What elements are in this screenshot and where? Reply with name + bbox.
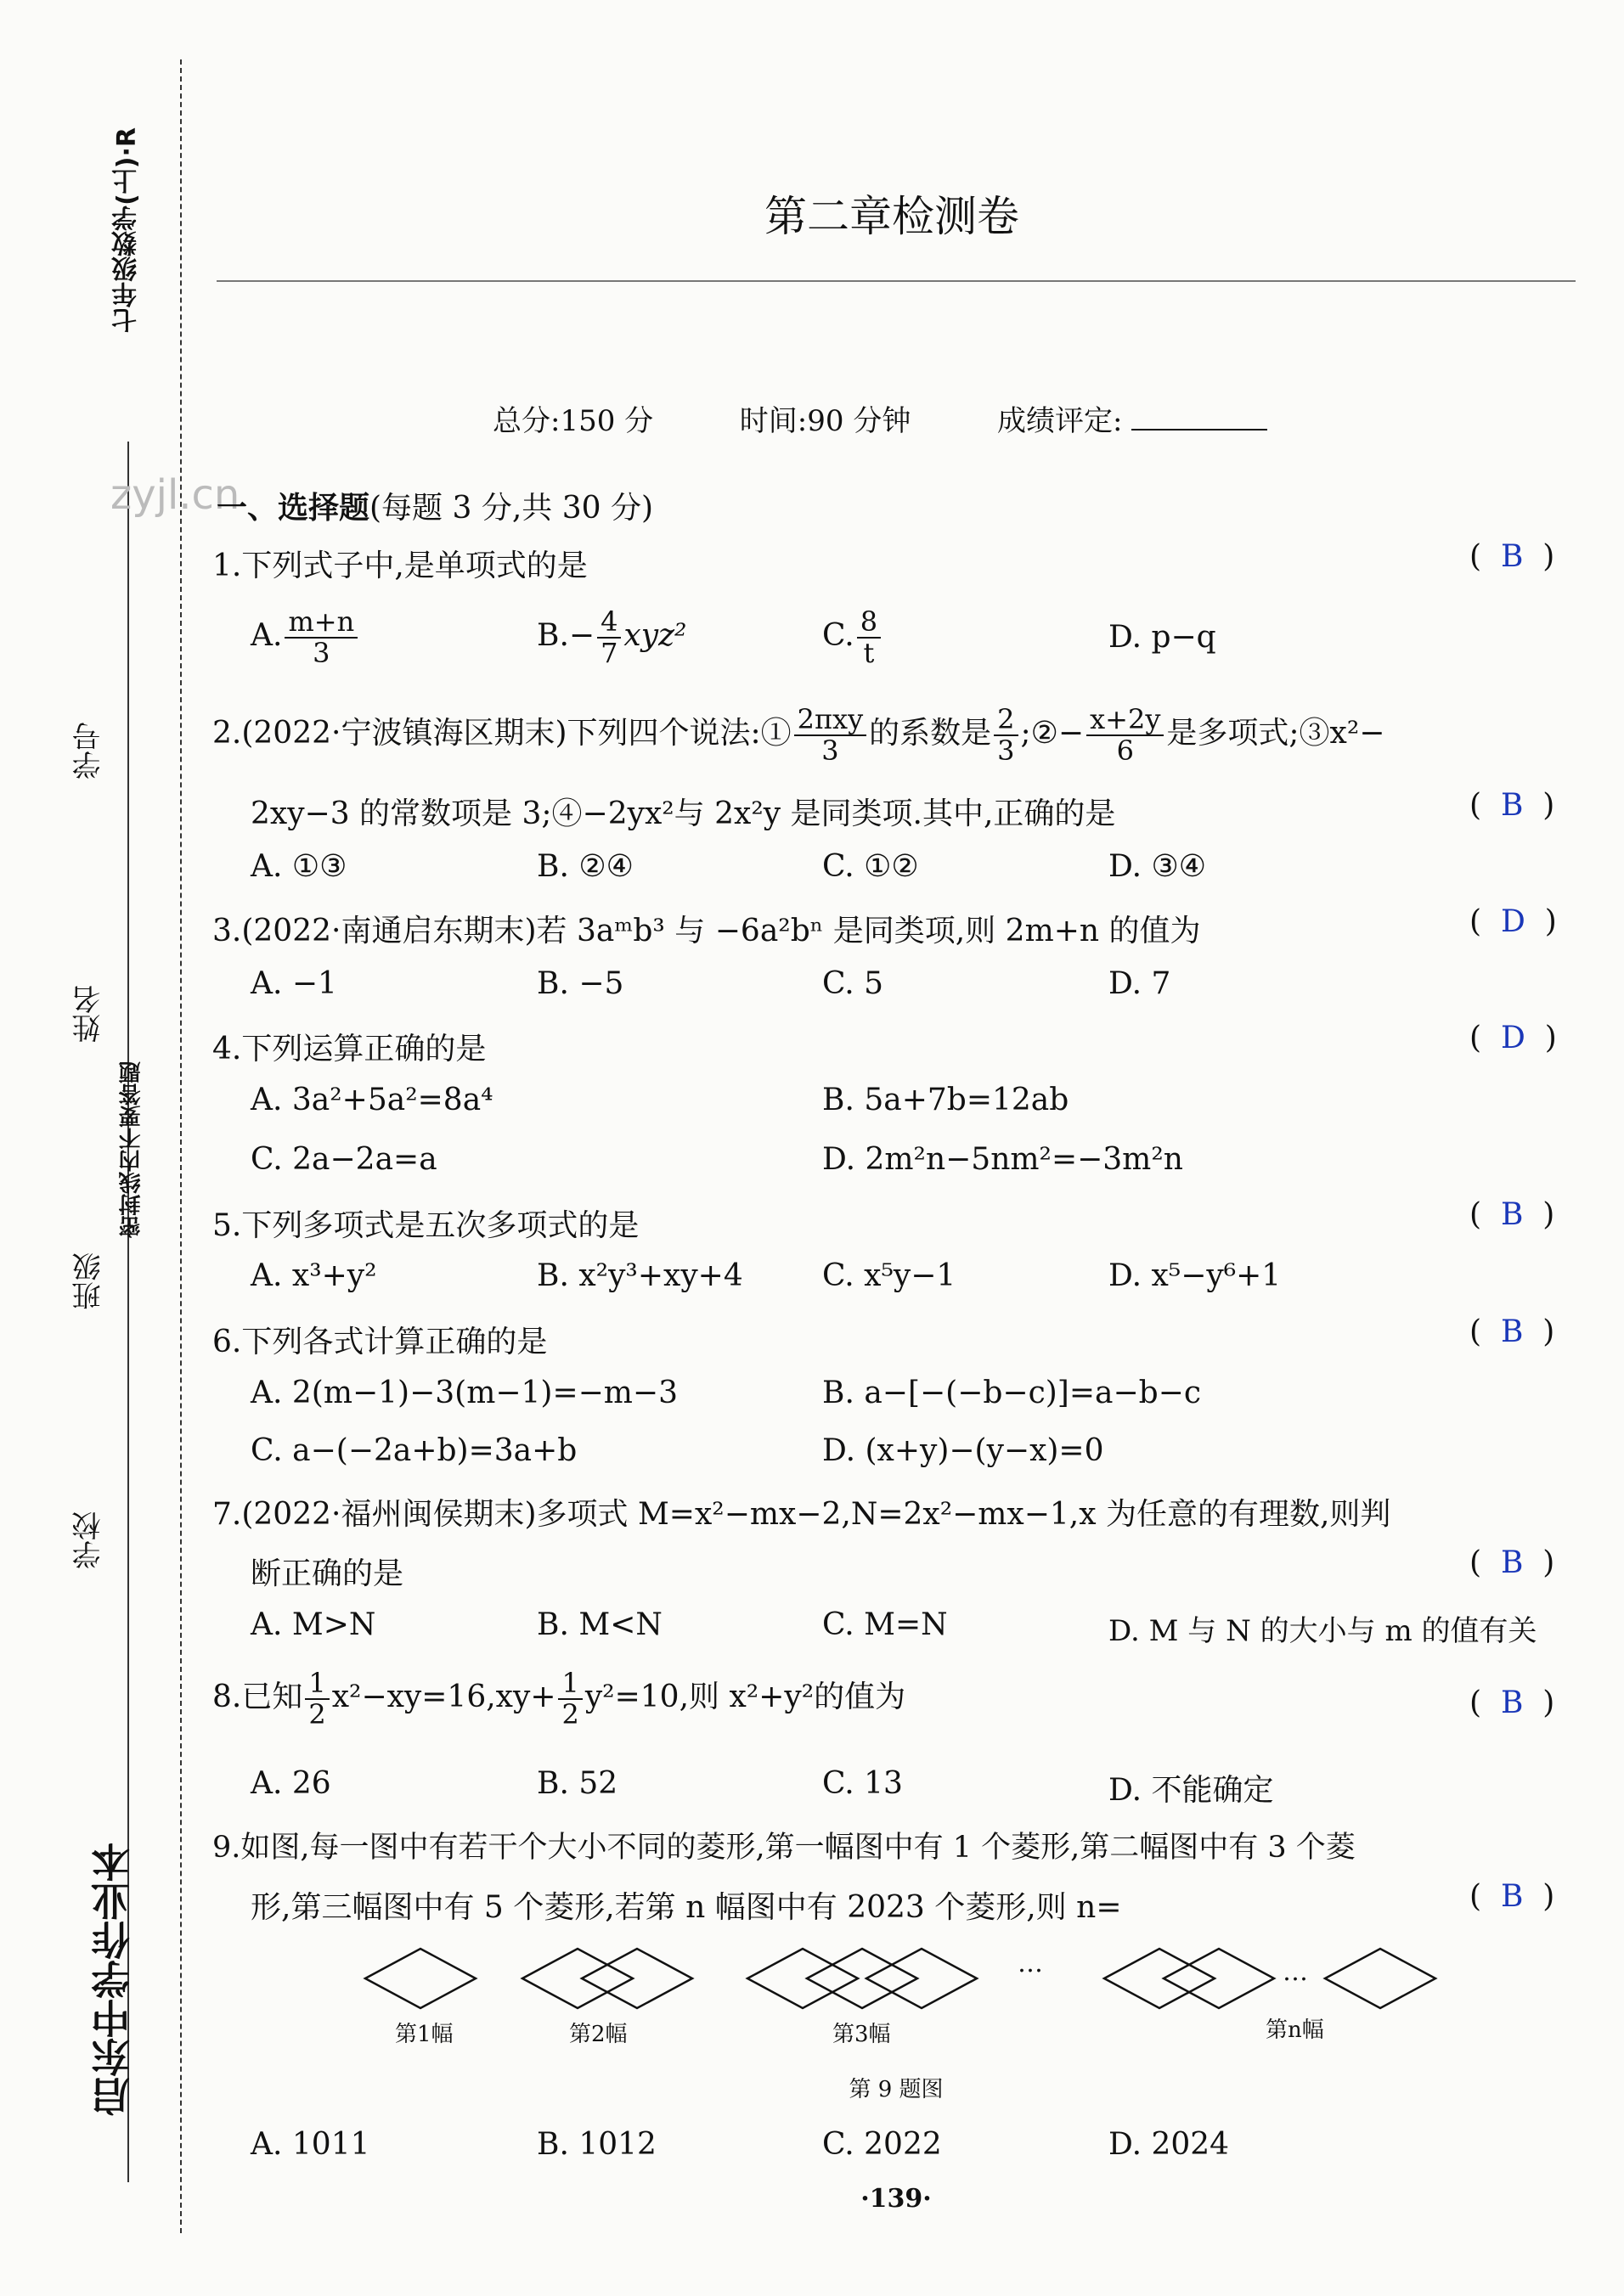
q6-option-b: B. a−[−(−b−c)]=a−b−c bbox=[822, 1376, 1202, 1410]
q4-option-c: C. 2a−2a=a bbox=[251, 1142, 437, 1177]
q9-caption: 第 9 题图 bbox=[849, 2077, 944, 2102]
q9-line2: 形,第三幅图中有 5 个菱形,若第 n 幅图中有 2023 个菱形,则 n= bbox=[251, 1890, 1122, 1925]
publisher-label: 启东中学作业本 bbox=[90, 1843, 136, 2116]
q7-option-b: B. M<N bbox=[537, 1607, 663, 1642]
q2-answer-bracket: ( B ) bbox=[1469, 788, 1555, 823]
q5-stem: 5.下列多项式是五次多项式的是 bbox=[212, 1208, 640, 1243]
q2-option-b: B. ②④ bbox=[537, 849, 634, 884]
q1-option-b: B.− $\frac{4}{7}$ xyz² bbox=[537, 605, 687, 670]
section-heading bbox=[217, 484, 653, 527]
q7-option-d: D. M 与 N 的大小与 m 的值有关 bbox=[1108, 1614, 1537, 1648]
q2-line2: 2xy−3 的常数项是 3;④−2yx²与 2x²y 是同类项.其中,正确的是 bbox=[251, 796, 1116, 831]
binding-line bbox=[180, 59, 182, 2233]
q4-answer: D bbox=[1500, 1021, 1525, 1055]
q3-option-a: A. −1 bbox=[251, 966, 337, 1001]
book-label: 七年级数学(上)·R bbox=[112, 127, 142, 333]
q4-option-a: A. 3a²+5a²=8a⁴ bbox=[251, 1083, 493, 1117]
q9-fig1-label: 第1幅 bbox=[395, 2022, 454, 2047]
q8-option-b: B. 52 bbox=[537, 1766, 618, 1801]
q7-option-c: C. M=N bbox=[822, 1607, 948, 1642]
q3-answer: D bbox=[1500, 904, 1525, 939]
page-number: ·139· bbox=[860, 2184, 932, 2214]
q9-option-c: C. 2022 bbox=[822, 2127, 942, 2162]
q1-option-d: D. p−q bbox=[1108, 620, 1216, 655]
q9-option-b: B. 1012 bbox=[537, 2127, 657, 2162]
q9-stem: 9.如图,每一图中有若干个大小不同的菱形,第一幅图中有 1 个菱形,第二幅图中有 3 个菱 bbox=[212, 1831, 1356, 1865]
q9-fig2-label: 第2幅 bbox=[569, 2022, 628, 2047]
q7-line2: 断正确的是 bbox=[251, 1556, 404, 1591]
class-label: 班级 bbox=[72, 1252, 106, 1310]
q8-option-d: D. 不能确定 bbox=[1108, 1773, 1274, 1808]
q1-stem: 1.下列式子中,是单项式的是 bbox=[212, 549, 588, 583]
q6-stem: 6.下列各式计算正确的是 bbox=[212, 1325, 548, 1359]
q9-fign-label: 第n幅 bbox=[1266, 2017, 1324, 2043]
q5-option-d: D. x⁵−y⁶+1 bbox=[1108, 1258, 1282, 1293]
score-line bbox=[493, 397, 1267, 439]
rhombus bbox=[1164, 1949, 1274, 2008]
grade-blank[interactable] bbox=[1131, 429, 1267, 430]
q3-option-b: B. −5 bbox=[537, 966, 624, 1001]
q2-option-c: C. ①② bbox=[822, 849, 919, 884]
q8-answer: B bbox=[1500, 1685, 1524, 1720]
q9-answer-bracket: ( B ) bbox=[1469, 1879, 1555, 1914]
q4-option-b: B. 5a+7b=12ab bbox=[822, 1083, 1069, 1117]
id-label: 学号 bbox=[72, 722, 106, 779]
q9-fig3-label: 第3幅 bbox=[832, 2022, 891, 2047]
rhombus bbox=[807, 1949, 917, 2008]
q1-answer: B bbox=[1500, 539, 1524, 574]
rhombus bbox=[522, 1949, 633, 2008]
rhombus bbox=[365, 1949, 476, 2008]
q5-option-b: B. x²y³+xy+4 bbox=[537, 1258, 743, 1293]
q9-option-a: A. 1011 bbox=[251, 2127, 370, 2162]
q2-answer: B bbox=[1500, 788, 1524, 823]
q2-line1: 2.(2022·宁波镇海区期末)下列四个说法:① $\frac{\text{2πxy}}{3}$ 的系数是 $\frac{2}{3}$ ;②− $\frac{x+2y}{6}$ 是多项式;③x²− bbox=[212, 703, 1385, 768]
rhombus bbox=[747, 1949, 858, 2008]
title-rule bbox=[217, 280, 1576, 282]
q3-answer-bracket: ( D ) bbox=[1469, 904, 1557, 939]
q8-answer-bracket: ( B ) bbox=[1469, 1685, 1555, 1720]
rhombus bbox=[1325, 1949, 1435, 2008]
q6-option-d: D. (x+y)−(y−x)=0 bbox=[822, 1433, 1104, 1468]
time-limit: 时间:90 分钟 bbox=[739, 404, 911, 438]
q2-option-a: A. ①③ bbox=[251, 849, 347, 884]
seal-note: 密封线内不要答题 bbox=[119, 1061, 144, 1238]
grade-label: 成绩评定: bbox=[996, 404, 1123, 438]
q2-option-d: D. ③④ bbox=[1108, 849, 1207, 884]
q6-option-c: C. a−(−2a+b)=3a+b bbox=[251, 1433, 578, 1468]
q9-answer: B bbox=[1500, 1879, 1524, 1914]
q8-option-a: A. 26 bbox=[251, 1766, 331, 1801]
watermark: zyjl.cn bbox=[110, 471, 240, 519]
q7-option-a: A. M>N bbox=[251, 1607, 376, 1642]
q7-stem: 7.(2022·福州闽侯期末)多项式 M=x²−mx−2,N=2x²−mx−1,x 为任意的有理数,则判 bbox=[212, 1497, 1391, 1532]
q4-option-d: D. 2m²n−5nm²=−3m²n bbox=[822, 1142, 1183, 1177]
q5-answer: B bbox=[1500, 1197, 1524, 1232]
q8-option-c: C. 13 bbox=[822, 1766, 903, 1801]
q1-option-a: A. $\frac{m+n}{3}$ bbox=[251, 607, 360, 668]
q1-answer-bracket: ( B ) bbox=[1469, 539, 1555, 574]
q5-answer-bracket: ( B ) bbox=[1469, 1197, 1555, 1232]
rhombus bbox=[1104, 1949, 1215, 2008]
q3-stem: 3.(2022·南通启东期末)若 3aᵐb³ 与 −6a²bⁿ 是同类项,则 2m+n 的值为 bbox=[212, 914, 1201, 948]
q6-answer: B bbox=[1500, 1314, 1524, 1349]
rhombus bbox=[866, 1949, 977, 2008]
q3-option-c: C. 5 bbox=[822, 966, 884, 1001]
q4-answer-bracket: ( D ) bbox=[1469, 1021, 1557, 1055]
q1-option-c: C. $\frac{8}{t}$ bbox=[822, 607, 883, 668]
page-title: 第二章检测卷 bbox=[764, 192, 1019, 241]
q9-dots-2: … bbox=[1283, 1957, 1308, 1987]
q8-stem: 8.已知 $\frac{1}{2}$ x²−xy=16,xy+ $\frac{1}{2}$ y²=10,则 x²+y²的值为 bbox=[212, 1667, 906, 1731]
q9-option-d: D. 2024 bbox=[1108, 2127, 1230, 2162]
q6-option-a: A. 2(m−1)−3(m−1)=−m−3 bbox=[251, 1376, 678, 1410]
school-label: 学校 bbox=[72, 1511, 106, 1569]
q7-answer-bracket: ( B ) bbox=[1469, 1545, 1555, 1580]
q5-option-c: C. x⁵y−1 bbox=[822, 1258, 956, 1293]
q6-answer-bracket: ( B ) bbox=[1469, 1314, 1555, 1349]
total-score: 总分:150 分 bbox=[493, 404, 654, 438]
q7-answer: B bbox=[1500, 1545, 1524, 1580]
q5-option-a: A. x³+y² bbox=[251, 1258, 377, 1293]
q3-option-d: D. 7 bbox=[1108, 966, 1171, 1001]
rhombus bbox=[582, 1949, 692, 2008]
q9-dots-1: … bbox=[1018, 1949, 1043, 1978]
section-note: (每题 3 分,共 30 分) bbox=[369, 491, 654, 526]
section-title: 一、选择题 bbox=[217, 491, 370, 526]
q4-stem: 4.下列运算正确的是 bbox=[212, 1032, 487, 1066]
name-label: 姓名 bbox=[72, 985, 106, 1043]
